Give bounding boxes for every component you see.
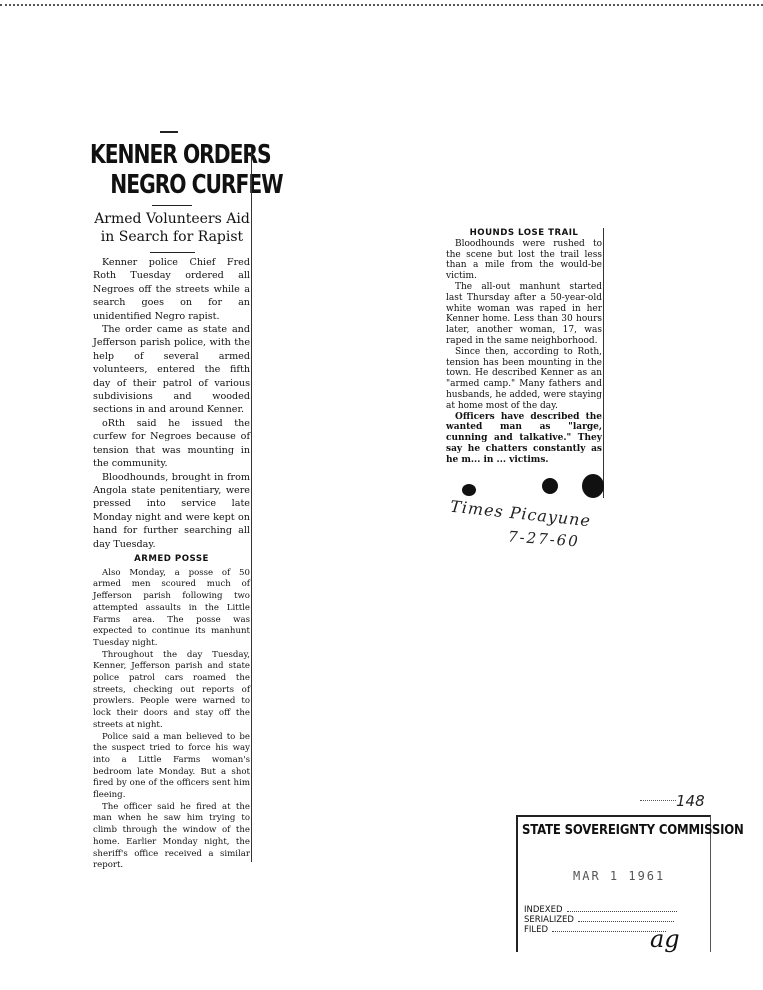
article-column-2 [446,228,602,466]
paragraph: oRth said he issued the curfew for Negroes because of tension that was mounting in the community. [93,417,250,470]
paragraph: Throughout the day Tuesday, Kenner, Jefferson parish and state police patrol cars roamed the streets, checking out reports of prowlers. People were warned to lock their doors and stay off the streets at night. [93,649,250,730]
paragraph: Since then, according to Roth, tension has been mounting in the town. He described Kenner as an "armed camp." Many fathers and husbands, he added, were staying at home most of the day. [446,346,602,411]
article-subhead: Armed Volunteers Aid in Search for Rapist [94,211,250,245]
stamp-field-indexed [524,905,677,915]
headline-line-1: KENNER ORDERS [90,140,271,170]
ink-blot [542,478,558,494]
headline-rule [152,205,192,206]
ink-blot [462,484,476,496]
paragraph: The all-out manhunt started last Thursday after a 50-year-old white woman was raped in her Kenner home. Less than 30 hours later, another woman, 17, was raped in the same neighborhood. [446,281,602,346]
handwritten-source: Times Picayune [449,496,592,531]
article-column-1-lower [93,554,250,872]
stamp-date: MAR 1 1961 [573,869,666,883]
column-rule-1 [251,148,252,862]
dotted-line [578,921,674,922]
headline-dash [160,131,178,133]
handwritten-date: 7-27-60 [507,527,581,551]
stamp-label-indexed: INDEXED [524,905,563,915]
section-heading-hounds: HOUNDS LOSE TRAIL [469,228,579,238]
handwritten-initials: ag [650,925,680,953]
handwritten-page-number: 148 [676,792,705,810]
paragraph: The officer said he fired at the man when he saw him trying to climb through the window of the home. Earlier Monday night, the sheriff's office received a similar report. [93,801,250,871]
dotted-line [552,931,666,932]
page-top-dotted-edge [0,4,763,6]
ink-blot [582,474,604,498]
stamp-label-serialized: SERIALIZED [524,915,574,925]
paragraph: Also Monday, a posse of 50 armed men scoured much of Jefferson parish following two attempted assaults in the Little Farms area. The posse was expected to continue its manhunt Tuesday night. [93,567,250,648]
page-number-dots [640,800,676,801]
commission-stamp [516,815,744,952]
paragraph: Bloodhounds were rushed to the scene but lost the trail less than a mile from the would-be victim. [446,238,602,282]
stamp-field-serialized [524,915,677,925]
column-rule-2 [603,228,604,498]
subhead-rule [150,252,195,253]
section-heading-armed-posse: ARMED POSSE [134,554,209,564]
article-headline [90,140,283,200]
stamp-title: STATE SOVEREIGNTY COMMISSION [522,823,744,838]
paragraph: The order came as state and Jefferson parish police, with the help of several armed volunteers, entered the fifth day of their patrol of various subdivisions and wooded sections in and around Kenner. [93,324,250,416]
paragraph: Kenner police Chief Fred Roth Tuesday ordered all Negroes off the streets while a search goes on for an unidentified Negro rapist. [93,257,250,322]
article-column-1 [93,256,250,551]
dotted-line [567,911,677,912]
stamp-label-filed: FILED [524,925,549,935]
paragraph: Police said a man believed to be the suspect tried to force his way into a Little Farms woman's bedroom late Monday. But a shot fired by one of the officers sent him fleeing. [93,731,250,801]
paragraph: Officers have described the wanted man as "large, cunning and talkative." They say he chatters constantly as he m... in ... victims. [446,411,602,465]
paragraph: Bloodhounds, brought in from Angola state penitentiary, were pressed into service late Monday night and were kept on hand for further searching all day Tuesday. [93,471,250,550]
headline-line-2: NEGRO CURFEW [110,170,283,200]
